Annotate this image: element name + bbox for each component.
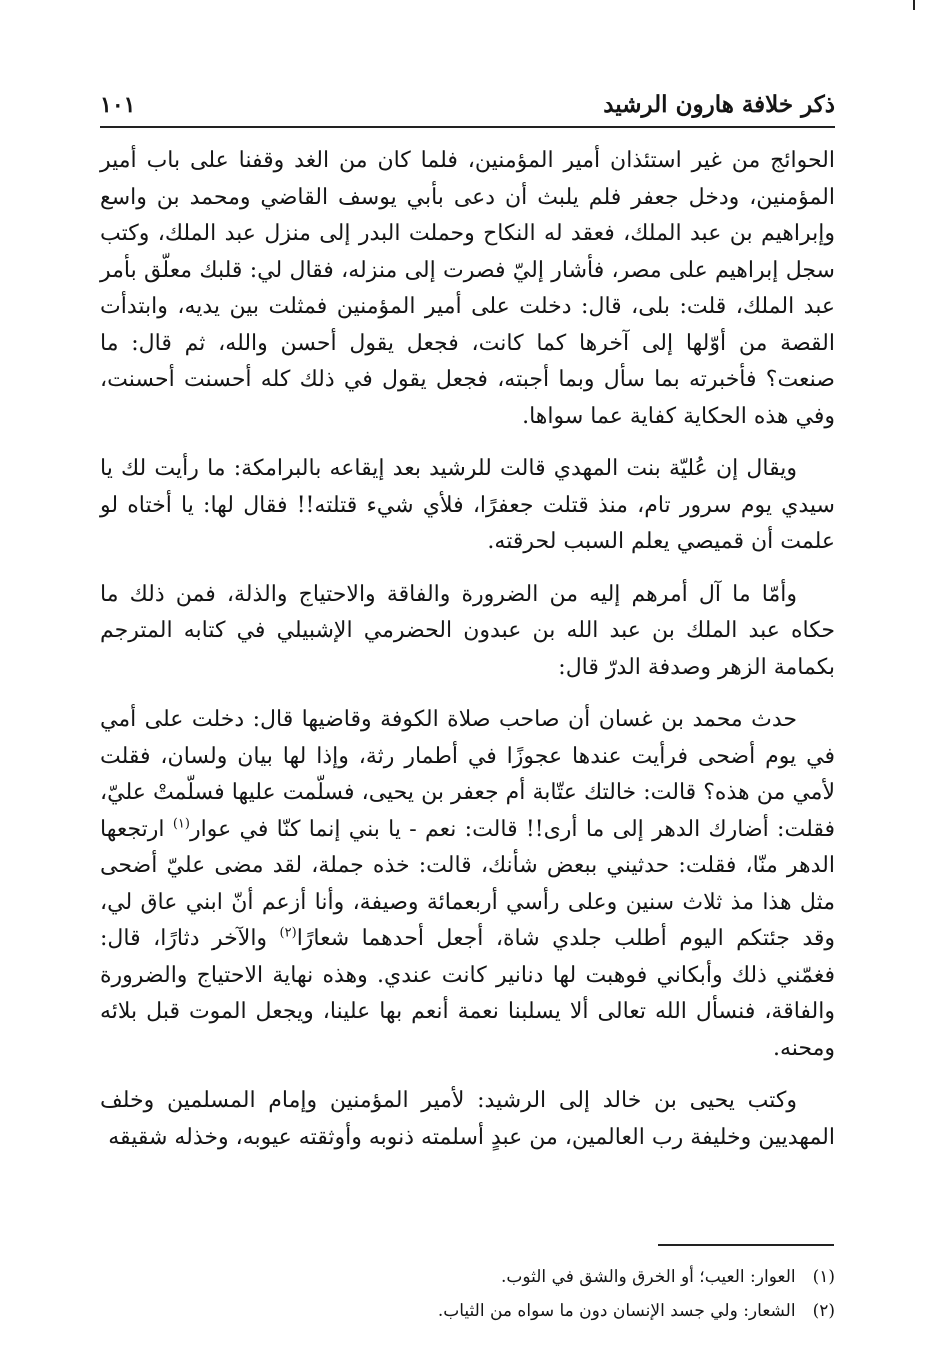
footnote-text: العوار: العيب؛ أو الخرق والشق في الثوب. bbox=[500, 1267, 796, 1287]
header-rule bbox=[100, 126, 835, 128]
footnote-text: الشعار: ولي جسد الإنسان دون ما سواه من الثياب. bbox=[437, 1301, 796, 1321]
footnotes bbox=[100, 1262, 835, 1330]
footnote-number: (٢) bbox=[812, 1301, 835, 1321]
footnote-ref-1: (١) bbox=[172, 816, 190, 832]
footnote-2 bbox=[100, 1296, 835, 1326]
paragraph-5: وكتب يحيى بن خالد إلى الرشيد: لأمير المؤمنين وإمام المسلمين وخلف المهديين وخليفة رب العالمين، من عبدٍ أسلمته ذنوبه وأوثقته عيوبه، وخذله شقيقه bbox=[100, 1088, 835, 1150]
page-header bbox=[100, 88, 835, 128]
footnote-1 bbox=[100, 1262, 835, 1292]
footnote-number: (١) bbox=[812, 1267, 835, 1287]
running-title: ذكر خلافة هارون الرشيد bbox=[603, 91, 835, 118]
scan-mark bbox=[913, 0, 915, 10]
paragraph-4-part-3: والآخر دثارًا، قال: فغمّني ذلك وأبكاني فوهبت لها دنانير كانت عندي. وهذه نهاية الاحتياج والضرورة والفاقة، فنسأل الله تعالى ألا يسلبنا نعمة أنعم بها علينا، ويجعل الموت قبل بلائه ومحنه. bbox=[100, 926, 835, 1061]
paragraph-4-part-1: حدث محمد بن غسان أن صاحب صلاة الكوفة وقاضيها قال: دخلت على أمي في يوم أضحى فرأيت عندها عجوزًا في أطمار رثة، وإذا لها بيان ولسان، فقلت لأمي من هذه؟ قالت: خالتك عتّابة أم جعفر بن يحيى، فسلّمت عليها فسلّمتْ عليّ، فقلت: أضارك الدهر إلى ما أرى!! قالت: نعم - يا بني إنما كنّا في عوار bbox=[100, 707, 835, 842]
main-text bbox=[100, 143, 835, 1172]
paragraph-4 bbox=[100, 702, 835, 1067]
paragraph-3: وأمّا ما آل أمرهم إليه من الضرورة والفاقة والاحتياج والذلة، فمن ذلك ما حكاه عبد الملك بن عبد الله بن عبدون الحضرمي الإشبيلي في كتابه المترجم بكمامة الزهر وصدفة الدرّ قال: bbox=[100, 581, 835, 680]
paragraph-4-part-2: ارتجعها الدهر منّا، فقلت: حدثيني ببعض شأنك، قالت: خذه جملة، لقد مضى عليّ أضحى مثل هذا مذ ثلاث سنين وعلى رأسي أربعمائة وصيفة، وأنا أزعم أنّ ابني عاق لي، وقد جئتكم اليوم أطلب جلدي شاة، أجعل أحدهما شعارًا bbox=[100, 816, 836, 951]
footnote-rule bbox=[658, 1244, 834, 1246]
footnote-ref-2: (٢) bbox=[279, 925, 297, 941]
page-number: ١٠١ bbox=[100, 92, 136, 118]
paragraph-2: ويقال إن عُليّة بنت المهدي قالت للرشيد بعد إيقاعه بالبرامكة: ما رأيت لك يا سيدي يوم سرور تام، منذ قتلت جعفرًا، فلأي شيء قتلته!! فقال لها: يا أختاه لو علمت أن قميصي يعلم السبب لحرقته. bbox=[100, 456, 835, 554]
paragraph-1: الحوائج من غير استئذان أمير المؤمنين، فلما كان من الغد وقفنا على باب أمير المؤمنين، ودخل جعفر فلم يلبث أن دعى بأبي يوسف القاضي ومحمد بن واسع وإبراهيم بن عبد الملك، فعقد له النكاح وحملت البدر إلى منزل عبد الملك، وكتب سجل إبراهيم على مصر، فأشار إليّ فصرت إلى منزله، فقال لي: قلبك معلّق بأمر عبد الملك، قلت: بلى، قال: دخلت على أمير المؤمنين فمثلت بين يديه، وابتدأت القصة من أوّلها إلى آخرها كما كانت، فجعل يقول أحسن والله، ثم قال: ما صنعت؟ فأخبرته بما سأل وبما أجبته، فجعل يقول في ذلك كله أحسنت أحسنت، وفي هذه الحكاية كفاية عما سواها. bbox=[100, 148, 835, 429]
